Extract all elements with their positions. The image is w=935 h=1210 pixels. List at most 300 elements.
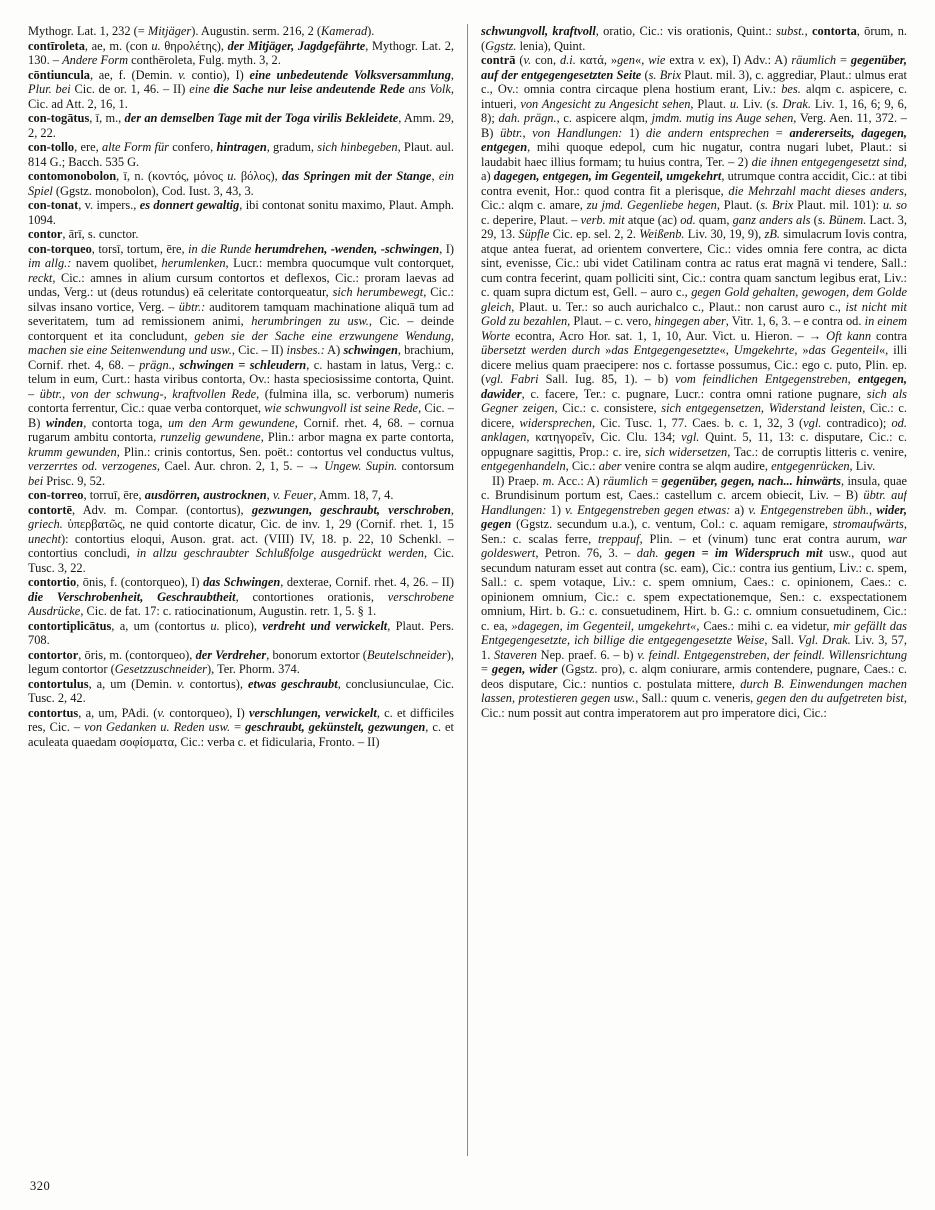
text-segment: (Ggstz. secundum u.a.), c. ventum, Col.: c. aquam remigare, (511, 517, 833, 531)
text-segment: βόλος), (236, 169, 282, 183)
text-segment: Staveren (494, 647, 537, 662)
text-segment: ( (810, 212, 818, 227)
text-columns (28, 24, 907, 1164)
text-segment: con-torreo (28, 488, 84, 502)
entry-contortiplicatus (28, 619, 454, 648)
text-segment: contortiplicātus (28, 618, 112, 633)
text-segment: «, (635, 53, 649, 67)
text-segment: , a, um (contortus (111, 618, 211, 633)
text-segment: contrā (481, 53, 516, 67)
text-segment: con-torqueo (28, 241, 92, 256)
text-segment: contortē (28, 502, 73, 517)
text-segment: κατά, » (575, 53, 618, 67)
text-segment: «, (719, 343, 734, 357)
text-segment: , (fulmina illa, sc. verborum) numeris contorta ferrentur, Cic.: quae verba contorquet, (28, 386, 454, 415)
text-segment: ( (515, 53, 524, 67)
text-segment: war goldeswert (481, 531, 907, 560)
entry-contra-adv (481, 53, 907, 474)
text-segment: II) Praep. (492, 473, 543, 488)
right-column (481, 24, 907, 1164)
text-segment: navem quolibet, (71, 256, 162, 270)
text-segment: Kamerad (321, 24, 368, 38)
text-segment: gegen den du aufgetreten bist (756, 691, 904, 705)
text-segment: , c. et difficiles res, Cic. – (28, 705, 454, 734)
text-segment: geben sie der Sache eine erzwungene Wendung, machen sie eine Seitenwendung und usw. (28, 328, 454, 357)
text-segment: , Plaut. ( (716, 198, 761, 212)
text-segment: contorqueo), I) (165, 705, 250, 720)
text-segment: die Sache nur leise andeutende Rede (213, 82, 405, 96)
text-segment: eine unbedeutende Volksversammlung (249, 67, 451, 82)
text-segment: der Mitjäger, Jagdgefährte (227, 38, 366, 53)
text-segment: , ibi contonat sonitu maximo, Plaut. Amph. 1094. (28, 198, 454, 227)
text-segment: Quint. 5, 11, 13: c. disputare, Cic.: c. oppugnare sagittis, Prop.: c. ire, (481, 430, 907, 459)
text-segment: schwungvoll, kraftvoll (481, 24, 596, 38)
text-segment: gezwungen, geschraubt, verschroben (251, 502, 451, 517)
text-segment: , Cic.: (565, 459, 599, 473)
text-segment: , Cic.: amnes in alium cursum contortos et deflexos, Cic.: proram laevas ad undas, Verg.: ut (deus rotundus) eā celeritate contorqueatur, (28, 270, 454, 299)
text-segment: , (869, 502, 877, 517)
text-segment: der Verdreher (195, 647, 267, 662)
text-segment: hingegen aber (654, 314, 726, 328)
text-segment: contorsum (397, 459, 454, 473)
text-segment: die Verschrobenheit, Geschraubtheit (28, 589, 236, 604)
text-segment: Ungew. Supin. (324, 459, 398, 473)
text-segment: vgl. (681, 430, 700, 444)
text-segment: plico), (219, 618, 263, 633)
text-segment: stromaufwärts (832, 517, 904, 531)
text-segment: contomonobolon (28, 169, 117, 183)
text-segment: , Plin.: crinis contortus, Sen. poët.: contortus vel conductus vultus, (116, 444, 454, 459)
text-segment: räumlich (791, 53, 837, 67)
text-segment: schwingen (343, 343, 398, 357)
text-segment: econtra, Acro Hor. sat. 1, 1, 10, Aur. Vict. u. Hieron. – → (510, 328, 827, 343)
text-segment: ), legum contortor ( (28, 647, 454, 676)
text-segment: m. (542, 473, 555, 488)
text-segment: v. (698, 53, 706, 67)
text-segment: , Plaut. – c. vero, (567, 314, 655, 328)
text-segment: durch B. Einwendungen machen lassen, protestieren gegen usw. (481, 676, 907, 705)
text-segment: con-tollo (28, 140, 75, 154)
text-segment: ans Volk (404, 82, 451, 96)
text-segment: , utrumque contra accidit, Cic.: at tibi contra evenit, Hor.: quod contra fit a plerisque, (481, 169, 907, 198)
text-segment: entgegenrücken (771, 459, 850, 473)
text-segment: ). (367, 24, 375, 38)
entry-contortus (28, 706, 454, 750)
text-segment: das Gegenteil (808, 343, 879, 357)
text-segment: Mitjäger (147, 24, 192, 38)
text-segment: , dexterae, Cornif. rhet. 4, 26. – II) (280, 575, 454, 589)
entry-contorte (28, 503, 454, 576)
page-number: 320 (30, 1179, 51, 1193)
text-segment: , oratio, Cic.: vis orationis, Quint.: (595, 24, 777, 38)
text-segment: ). Augustin. serm. 216, 2 ( (191, 24, 322, 38)
text-segment: cōntiuncula (28, 67, 90, 82)
text-segment: prägn., (139, 357, 180, 372)
text-segment: ), Ter. Phorm. 374. (206, 662, 300, 676)
text-segment: bes. (781, 82, 801, 96)
text-segment: contortor (28, 647, 79, 662)
text-segment: atque (ac) (624, 212, 681, 227)
text-segment: , ere, (74, 140, 102, 154)
text-segment: Weißenb. (639, 227, 685, 241)
text-segment: , (431, 169, 439, 183)
text-segment: im allg.: (28, 256, 72, 270)
text-segment: entgegenhandeln (481, 459, 566, 473)
text-segment: contradico); (821, 415, 892, 430)
text-segment: ganz anders als (732, 212, 811, 227)
text-segment: jmdm. mutig ins Auge sehen (651, 111, 794, 125)
text-segment: d.i. (560, 53, 576, 67)
text-segment: , (847, 372, 858, 386)
entry-contiuncula (28, 68, 454, 112)
text-segment: Nep. praef. 6. – b) (536, 647, 638, 662)
text-segment: , c. facere, Ter.: c. pugnare, Lucr.: contra omni ratione pugnare, (521, 386, 867, 401)
text-segment: s. Brix (648, 67, 682, 82)
entry-contortulus (28, 677, 454, 706)
text-segment: , Cic. – B) (28, 401, 454, 430)
text-segment: dah. (636, 546, 659, 560)
entry-contor (28, 227, 454, 242)
text-segment: Andere Form (62, 53, 129, 67)
text-segment: übtr., von Handlungen: (500, 125, 623, 140)
text-segment: andererseits, dagegen, entgegen (481, 125, 907, 154)
text-segment: sich hinbegeben (317, 140, 398, 154)
text-segment: , ī, n. (κοντός, μόνος (116, 169, 228, 183)
entry-con-torqueo (28, 242, 454, 489)
text-segment: contorta (812, 24, 857, 38)
text-segment: u. so (882, 198, 907, 212)
text-segment: , Mythogr. Lat. 2, 130. – (28, 38, 454, 67)
entry-continuation-contiro (28, 24, 454, 39)
text-segment: , I) (439, 241, 454, 256)
text-segment: sich widersetzen (645, 444, 728, 459)
text-segment: von Angesicht zu Angesicht sehen (520, 96, 691, 111)
text-segment: das Schwingen (203, 575, 281, 589)
text-segment: simulacrum Iovis contra, atque antea fuerat, ad orientem convertere, Cic.: vides omnia fere contra, ac dicta sint, evenisse, Cic.: ubi videt Catilinam contra ac ratus erat magnā vi tendere, Sall.: cum contra fecerint, quam polliciti sint, Cic.: contra quam sanctum legibus erat, Liv.: c. quam supra dictum est, Gell. – auro c., (481, 227, 907, 299)
text-segment: s. Bünem. (817, 212, 867, 227)
text-segment: , Lucr.: membra quocumque vult contorquet, (225, 256, 454, 270)
entry-contortor (28, 648, 454, 677)
entry-con-tonat (28, 198, 454, 227)
text-segment: u. (151, 38, 161, 53)
text-segment: , contorta toga, (83, 415, 169, 430)
text-segment: , Plin.: arbor magna ex parte contorta, (260, 430, 454, 444)
text-segment: »dagegen, im Gegenteil, umgekehrt« (511, 618, 697, 633)
text-segment: Oft kann (826, 328, 872, 343)
text-segment: unecht (28, 531, 62, 546)
text-segment: , (804, 24, 813, 38)
text-segment: , torruī, ēre, (83, 488, 145, 502)
text-segment: , ārī, s. cunctor. (62, 227, 139, 241)
text-segment: , Vitr. 1, 6, 3. – e contra od. (725, 314, 865, 328)
text-segment: ): contortius eloqui, Auson. grat. act. (VIII) IV, 18. p. 22, 10 Schenkl. – contortius concludi, (28, 531, 454, 560)
text-segment: = (230, 720, 246, 734)
text-segment: , Cic.: c. consistere, (554, 401, 662, 415)
text-segment: = (769, 125, 790, 140)
text-segment: contio), I) (185, 67, 250, 82)
text-segment: contortus (28, 705, 79, 720)
text-segment: gegen Gold gehalten, gewogen, dem Golde gleich (481, 285, 907, 314)
text-segment: , Sen.: c. scalas ferre, (481, 517, 907, 546)
text-segment: Plaut. mil. 3), c. aggrediar, Plaut.: ulmus erat c., Ov.: omnia contra circaque plena hostium erant, Liv.: (481, 67, 907, 96)
text-segment: , Plaut. u. Ter.: so auch aurichalco c., Plaut.: non carust auro c., (511, 299, 846, 314)
text-segment: » (600, 343, 612, 357)
text-segment: c. deperire, Plaut. – (481, 212, 581, 227)
text-segment: widersprechen (519, 415, 592, 430)
text-segment: , a) (481, 154, 907, 183)
text-segment: ist nicht mit Gold zu bezahlen (481, 299, 907, 328)
text-segment: , ī, m., (89, 111, 125, 125)
text-segment: , (450, 67, 454, 82)
text-segment: s. Brix (760, 198, 794, 212)
text-segment: Cic. de or. 1, 46. – II) (70, 82, 190, 96)
text-segment: runzelig gewundene (160, 430, 261, 444)
text-segment: od. anklagen (481, 415, 907, 444)
text-segment: verschrobene Ausdrücke (28, 589, 454, 618)
text-segment: , Cic.: silvas insano vortice, Verg. – (28, 285, 454, 314)
entry-contortio (28, 575, 454, 619)
text-segment: , ae, m. (con (84, 38, 152, 53)
text-segment: con-tonat (28, 198, 79, 212)
text-segment: Vgl. Drak. (797, 633, 851, 647)
text-segment: vgl. Fabri (485, 372, 539, 386)
text-segment: Sall. Iug. 85, 1). – b) (538, 372, 676, 386)
text-segment: insbes.: (286, 343, 325, 357)
text-segment: , Amm. 18, 7, 4. (313, 488, 394, 502)
text-segment: gegen = im Widerspruch mit (664, 546, 823, 560)
text-segment: , c. aspicere alqm, (556, 111, 652, 125)
text-segment: contortulus (28, 676, 89, 691)
text-segment: das Springen mit der Stange (282, 169, 432, 183)
text-segment: , torsī, tortum, ēre, (91, 241, 189, 256)
text-segment: in einem Worte (481, 314, 907, 343)
text-segment: ex), I) Adv.: A) (705, 53, 792, 67)
text-segment: , Cic.: alqm c. amare, (481, 183, 907, 212)
entry-continuation-contortus (481, 24, 907, 53)
text-segment: wie schwungvoll ist seine Rede (264, 401, 419, 415)
text-segment: , Cic. ad Att. 2, 16, 1. (28, 82, 454, 111)
left-column (28, 24, 454, 1164)
text-segment: um den Arm gewundene (168, 415, 295, 430)
text-segment: , Petron. 76, 3. – (535, 546, 637, 560)
text-segment: contīroleta (28, 38, 85, 53)
text-segment: sich entgegensetzen, Widerstand leisten (661, 401, 863, 415)
text-segment: 1) (622, 125, 647, 140)
text-segment: die andern entsprechen (646, 125, 770, 140)
text-segment: , mihi quoque edepol, cum hic nugatur, contra nugari lubet, Plaut.: si laudabit haec illius formam; tu huius contra, Ter. – 2) (481, 140, 907, 169)
text-segment: , ae, f. (Demin. (89, 67, 179, 82)
text-segment: Beutelschneider (366, 647, 447, 662)
text-segment: , a, um, PAdi. ( (78, 705, 158, 720)
text-segment: quam, (695, 212, 733, 227)
text-segment: bei (28, 473, 44, 488)
text-segment: hintragen (216, 140, 267, 154)
entry-con-togatus (28, 111, 454, 140)
text-segment: Plur. bei (28, 82, 71, 96)
text-segment: mir gefällt das Entgegengesetzte, ich billige die entgegengesetzte Weise (481, 618, 907, 647)
text-segment: alte Form für (101, 140, 169, 154)
text-segment: in allzu geschraubter Schlußfolge ausgedrückt werden (136, 546, 424, 560)
column-divider (467, 24, 468, 1156)
text-segment: contortio (28, 575, 77, 589)
text-segment: Mythogr. Lat. 1, 232 (= (28, 24, 148, 38)
text-segment: das Entgegengesetzte (611, 343, 720, 357)
text-segment: griech. (28, 517, 63, 531)
text-segment: v. (523, 53, 532, 67)
text-segment: u. (227, 169, 237, 183)
text-segment: , contortiones orationis, (235, 589, 388, 604)
text-segment: gegen, wider (491, 662, 558, 676)
text-segment: übersetzt werden durch (481, 343, 601, 357)
text-segment: Liv. ( (739, 96, 771, 111)
text-segment: , Plaut. aul. 814 G.; Bacch. 535 G. (28, 140, 454, 169)
text-segment: A) (324, 343, 344, 357)
text-segment: treppauf (598, 531, 640, 546)
text-segment: sich als Gegner zeigen (481, 386, 907, 415)
text-segment: u. (729, 96, 740, 111)
text-segment: übtr.: (178, 299, 206, 314)
text-segment: räumlich (603, 473, 648, 488)
text-segment: Plaut. mil. 101): (793, 198, 883, 212)
text-segment: Ggstz. (485, 38, 517, 53)
text-segment: eine (189, 82, 214, 96)
text-segment: a) (730, 502, 749, 517)
text-segment: , a, um (Demin. (88, 676, 178, 691)
text-segment: , Tac.: de corruptis litteris c. venire, (727, 444, 907, 459)
text-segment: (Ggstz. monobolon), Cod. Iust. 3, 43, 3. (52, 183, 254, 198)
text-segment: v. (157, 705, 166, 720)
text-segment: verzerrtes od. verzogenes (28, 459, 157, 473)
text-segment: übtr. auf Handlungen: (481, 488, 907, 517)
text-segment: , Cic.: c. dicere, (481, 401, 907, 430)
text-segment: , ōnis, f. (contorqueo), I) (76, 575, 204, 589)
text-segment: contor (28, 227, 63, 241)
text-segment: , Liv. (849, 459, 876, 473)
text-segment: etwas geschraubt (248, 676, 338, 691)
text-segment: verschlungen, verwickelt (249, 705, 377, 720)
text-segment: , Sall.: quum c. veneris, (635, 691, 757, 705)
text-segment: ( (641, 67, 649, 82)
text-segment: Acc.: A) (554, 473, 604, 488)
entry-contiroleta (28, 39, 454, 68)
text-segment: , Cic. – deinde contorquent et ita concludunt, (28, 314, 454, 343)
text-segment: , Adv. m. Compar. (contortus), (72, 502, 252, 517)
text-segment: ausdörren, austrocknen (144, 488, 267, 502)
text-segment: wie (648, 53, 666, 67)
text-segment: von Gedanken u. Reden usw. (84, 720, 231, 734)
text-segment: = (647, 473, 662, 488)
text-segment: θηρολέτης), (160, 38, 228, 53)
text-segment: gegenüber, gegen, nach... hinwärts (661, 473, 841, 488)
text-segment: , Cic. Tusc. 1, 77. Caes. b. c. 1, 32, 3 ( (591, 415, 804, 430)
text-segment: geschraubt, gekünstelt, gezwungen (245, 720, 426, 734)
text-segment: , c. hastam in latus, Verg.: c. telum in eum, Curt.: hasta viribus contorta, Ov.: hasta speciosissime contorta, Quint. – (28, 357, 454, 401)
text-segment: conthēroleta, Fulg. myth. 3, 2. (128, 53, 281, 67)
text-segment: , Plin. – et (vinum) tunc erat contra aurum, (639, 531, 888, 546)
text-segment: , Cornif. rhet. 4, 68. – cornua rugarum ambitu contorta, (28, 415, 454, 444)
text-segment: con, (531, 53, 561, 67)
text-segment: venire contra se alqm audire, (621, 459, 772, 473)
text-segment: v. (177, 676, 185, 691)
text-segment: , Cael. Aur. chron. 2, 1, 5. – → (156, 459, 325, 473)
text-segment: , Cic. – II) (231, 343, 287, 357)
text-segment: «, illi dicere melius quam praecipere: nos c. fortasse possumus, Cic.: ego c. puto, Plin. ep. ( (481, 343, 907, 386)
text-segment: krumm gewunden (28, 444, 117, 459)
text-segment: , ōris, m. (contorqueo), (78, 647, 196, 662)
text-segment: subst. (776, 24, 805, 38)
text-segment: contra (871, 328, 907, 343)
text-segment: Liv. 30, 19, 9), (684, 227, 765, 241)
text-segment: , brachium, Cornif. rhet. 4, 68. – (28, 343, 454, 372)
text-segment: sich herumbewegt (332, 285, 424, 299)
text-segment: , Cic. de fat. 17: c. ratiocinationum, Augustin. retr. 1, 5. § 1. (80, 604, 377, 618)
text-segment: ὑπερβατῶς, ne quid contorte dicatur, Cic. de inv. 1, 29 (Cornif. rhet. 1, 15 (62, 517, 454, 531)
text-segment: (Ggstz. pro), c. alqm coniurare, armis contendere, pugnare, Caes.: c. deos disputare, Cic.: nuntios c. postulata mittere, (481, 662, 907, 691)
text-segment: contortus), (184, 676, 249, 691)
text-segment: dagegen, entgegen, im Gegenteil, umgekehrt (493, 169, 722, 183)
entry-con-torreo (28, 488, 454, 503)
text-segment: , Plaut. Pers. 708. (28, 618, 454, 647)
text-segment: wider, gegen (481, 502, 907, 531)
text-segment: der an demselben Tage mit der Toga virilis Bekleidete (124, 111, 399, 125)
text-segment: in die Runde (188, 241, 255, 256)
text-segment: reckt (28, 270, 53, 285)
text-segment: , Amm. 29, 2, 22. (28, 111, 454, 140)
text-segment: od. (680, 212, 696, 227)
text-segment: entgegen, dawider (481, 372, 907, 401)
text-segment: , Plaut. (690, 96, 730, 111)
text-segment: es donnert gewaltig (139, 198, 240, 212)
text-segment: v. Feuer (272, 488, 314, 502)
text-segment: , v. impers., (78, 198, 140, 212)
text-segment: dah. prägn. (498, 111, 557, 125)
text-segment: = (836, 53, 851, 67)
text-segment: vom feindlichen Entgegenstreben (675, 372, 848, 386)
text-segment: , bonorum extortor ( (266, 647, 367, 662)
text-segment: , gradum, (266, 140, 318, 154)
text-segment: u. (210, 618, 220, 633)
text-segment: herumdrehen, -wenden, -schwingen (254, 241, 440, 256)
text-segment: , » (794, 343, 809, 357)
text-segment: verdreht und verwickelt (262, 618, 388, 633)
text-segment: verb. mit (580, 212, 625, 227)
text-segment: zB. (764, 227, 780, 241)
entry-contomonobolon (28, 169, 454, 198)
text-segment: Liv. 3, 57, 1. (481, 633, 907, 662)
text-segment: , insula, quae c. Brundisinum portum est, Caes.: castellum c. arcem obiecit, Liv. – B) (481, 473, 907, 502)
text-segment: usw., quod aut secundum naturam esset aut contra (sc. eam), Cic.: contra ius gentium, Liv.: c. spem, Sall.: c. spem votaque, Liv.: c. spem omnium, Caes.: c. opinionem, Caes.: c. opinionem omnium, Cic.: c. spem expectationemque, Sen.: c. exspectationem omnium, Hirt. b. G.: c. consuetudinem, Hirt. b. G.: c. omnium consuetudinem, Cic.: c. ea, (481, 546, 907, 633)
text-segment: , κατηγορεῖν, Cic. Clu. 134; (526, 430, 682, 444)
text-segment: , (266, 488, 273, 502)
text-segment: Süpfle (518, 227, 550, 241)
text-segment: übtr., von der schwung-, kraftvollen Rede (39, 386, 257, 401)
text-segment: Gesetzzuschneider (114, 662, 207, 676)
text-segment: auditorem tamquam machinatione aliquā tum ad severitatem, tum ad remissionem animi, (28, 299, 454, 328)
text-segment: die ihnen entgegengesetzt sind (751, 154, 904, 169)
text-segment: = (481, 662, 492, 676)
text-segment: v. Entgegenstreben gegen etwas: (565, 502, 731, 517)
text-segment: vgl. (803, 415, 822, 430)
entry-contra-praep (481, 474, 907, 721)
entry-con-tollo (28, 140, 454, 169)
text-segment: gegenüber, auf der entgegengesetzten Seite (481, 53, 907, 82)
text-segment: herumbringen zu usw. (251, 314, 369, 328)
text-segment: , Cic.: num possit aut contra imperatorem aut pro imperatore dici, Cic.: (481, 691, 907, 720)
text-segment: extra (665, 53, 699, 67)
text-segment: , ōrum, n. ( (481, 24, 907, 53)
text-segment: Lact. 3, 29, 13. (481, 212, 907, 241)
text-segment: Umgekehrte (733, 343, 795, 357)
